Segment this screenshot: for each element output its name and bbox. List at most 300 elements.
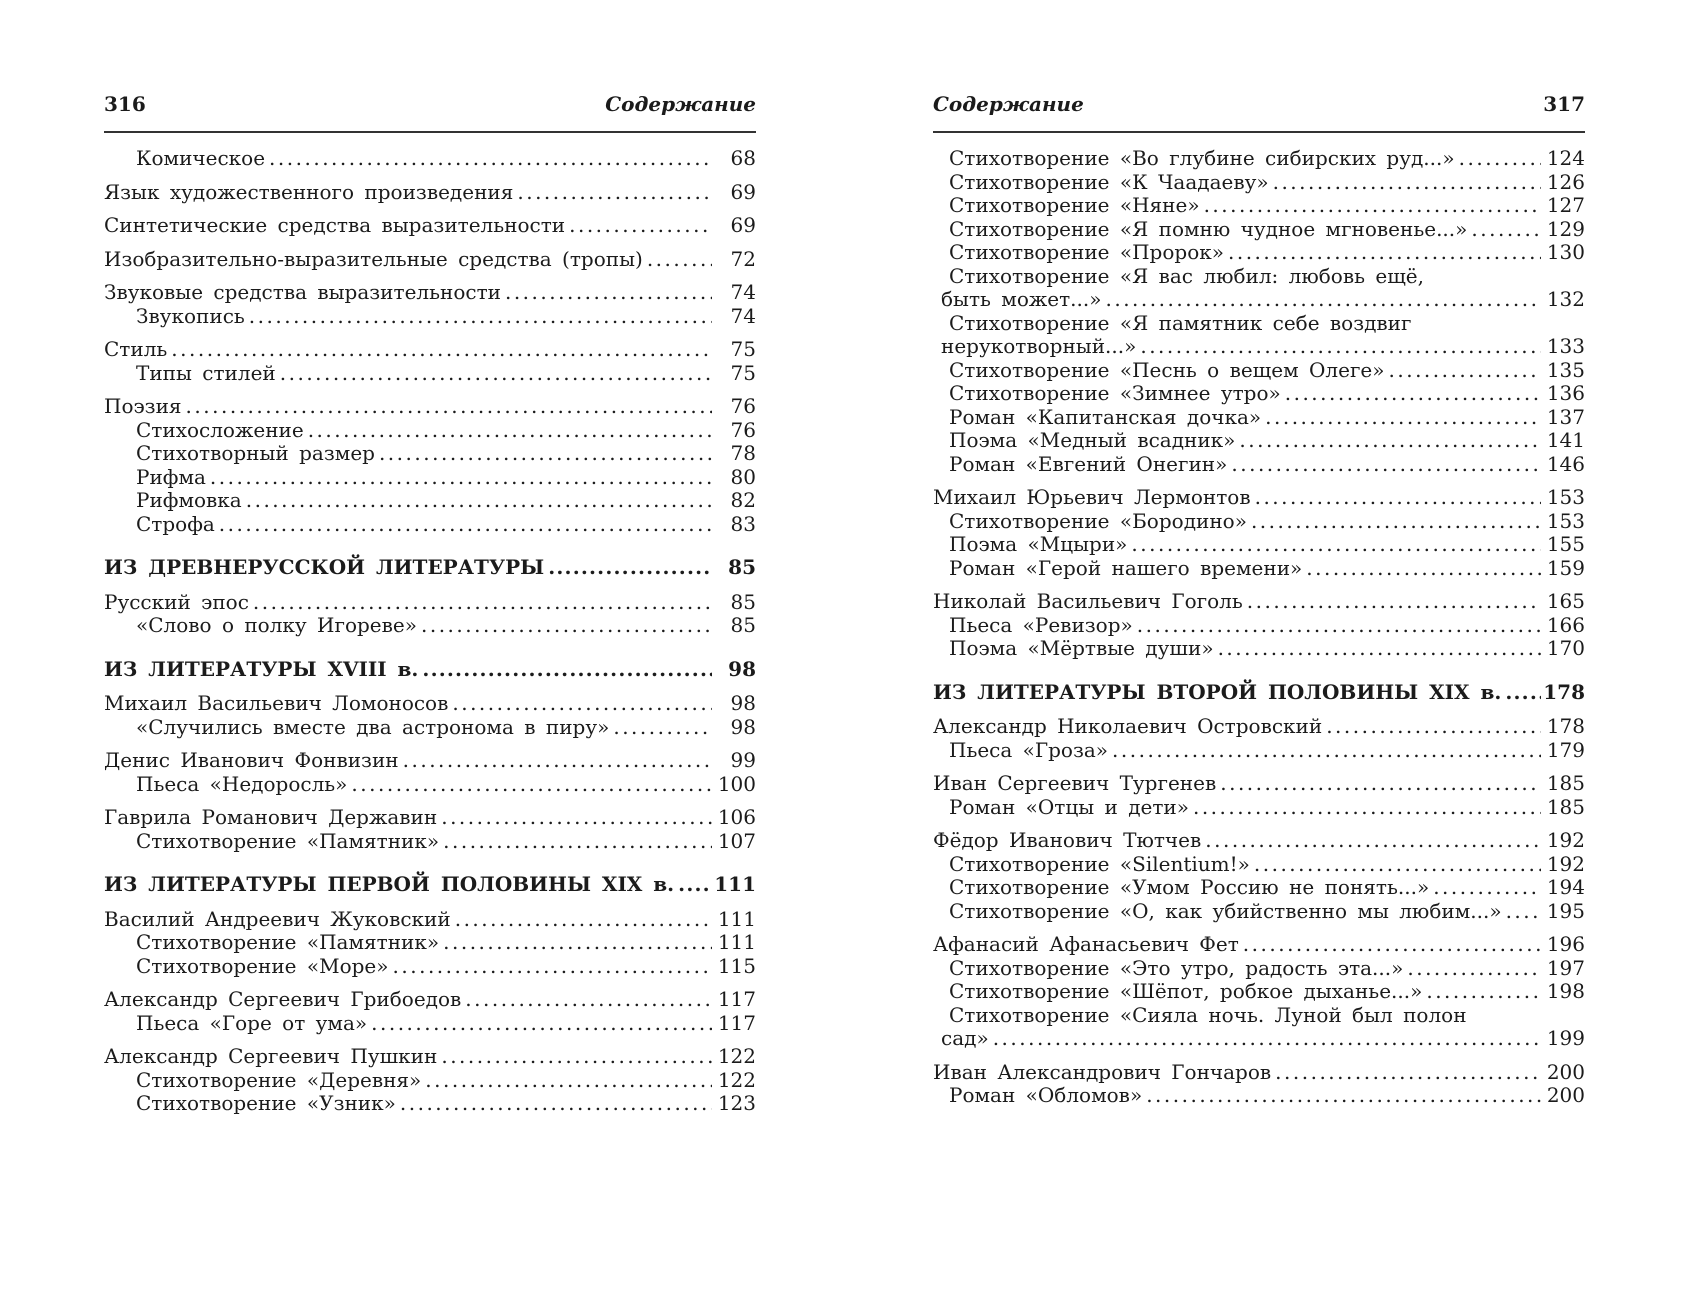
entry-title: Стихотворение «Я памятник себе воздвиг [949, 310, 1412, 335]
entry-title: Изобразительно-выразительные средства (тропы) [104, 246, 643, 271]
toc-group [104, 692, 756, 739]
dot-leader [421, 614, 712, 638]
dot-leader [455, 908, 712, 932]
toc-entry [104, 873, 756, 897]
toc-entry-line [104, 1092, 756, 1116]
entry-page-number: 69 [730, 179, 756, 204]
toc-entry-line [933, 614, 1585, 638]
header-rule [104, 131, 756, 133]
entry-page-number: 98 [728, 656, 756, 681]
entry-page-number: 98 [730, 691, 756, 715]
toc-entry-line [933, 1027, 1585, 1051]
dot-leader [249, 305, 712, 329]
entry-page-number: 200 [1546, 1059, 1585, 1084]
toc-entry-line [104, 305, 756, 329]
dot-leader [210, 466, 712, 490]
toc-group [104, 988, 756, 1035]
dot-leader [253, 591, 712, 615]
toc-entry-line [104, 489, 756, 513]
toc-entry-line [933, 557, 1585, 581]
toc-entry [933, 1084, 1585, 1108]
entry-page-number: 99 [730, 748, 756, 772]
toc-entry-line [933, 853, 1585, 877]
toc-entry-line [933, 382, 1585, 406]
toc-entry [933, 453, 1585, 477]
entry-title: Стихотворение «Море» [136, 953, 389, 978]
entry-page-number: 78 [730, 441, 756, 465]
toc-entry-line [933, 218, 1585, 242]
entry-title: Стихотворение «Песнь о вещем Олеге» [949, 357, 1385, 382]
entry-title: Денис Иванович Фонвизин [104, 748, 399, 772]
entry-page-number: 111 [714, 872, 756, 896]
toc-entry [104, 658, 756, 682]
toc-entry [933, 312, 1585, 359]
dot-leader [379, 442, 712, 466]
dot-leader [1146, 1084, 1541, 1108]
entry-page-number: 126 [1546, 169, 1585, 194]
entry-title: Стихотворение «О, как убийственно мы любим...» [949, 898, 1502, 923]
toc-group [104, 908, 756, 979]
entry-title: Николай Васильевич Гоголь [933, 589, 1243, 613]
dot-leader [441, 1045, 712, 1069]
toc-group [933, 772, 1585, 819]
entry-title: Иван Сергеевич Тургенев [933, 771, 1217, 795]
entry-title: Стихотворение «Я помню чудное мгновенье...» [949, 216, 1468, 241]
entry-page-number: 130 [1546, 240, 1585, 264]
entry-title: Стихотворный размер [136, 441, 375, 465]
entry-title: Стихотворение «Бородино» [949, 508, 1247, 533]
toc-entry [104, 466, 756, 490]
entry-title: Типы стилей [136, 360, 276, 385]
entry-page-number: 107 [717, 828, 756, 853]
entry-title: Поэзия [104, 394, 182, 418]
entry-page-number: 85 [728, 555, 756, 579]
header-rule [933, 131, 1585, 133]
toc-section-heading [104, 556, 756, 580]
entry-title: Стиль [104, 337, 168, 361]
dot-leader [569, 214, 712, 238]
entry-page-number: 200 [1546, 1083, 1585, 1107]
entry-page-number: 166 [1546, 612, 1585, 637]
entry-page-number: 75 [730, 337, 756, 361]
dot-leader [400, 1092, 712, 1116]
dot-leader [1505, 681, 1541, 705]
entry-page-number: 198 [1546, 979, 1585, 1003]
toc-entry-line [933, 1004, 1585, 1028]
entry-title: Стихотворение «Зимнее утро» [949, 381, 1281, 405]
entry-page-number: 82 [730, 488, 756, 512]
entry-title: Александр Николаевич Островский [933, 714, 1323, 738]
toc-entry [104, 908, 756, 932]
dot-leader [371, 1012, 712, 1036]
toc-entry [104, 181, 756, 205]
entry-page-number: 100 [717, 771, 756, 796]
entry-page-number: 83 [730, 511, 756, 536]
toc-entry [104, 988, 756, 1012]
toc-entry-line [933, 335, 1585, 359]
dot-leader [1204, 194, 1541, 218]
entry-page-number: 196 [1546, 932, 1585, 956]
dot-leader [1459, 147, 1541, 171]
dot-leader [186, 395, 712, 419]
entry-page-number: 74 [730, 303, 756, 328]
entry-page-number: 197 [1546, 955, 1585, 980]
entry-page-number: 135 [1546, 357, 1585, 382]
dot-leader [1228, 241, 1541, 265]
dot-leader [1255, 486, 1541, 510]
toc-entry [933, 359, 1585, 383]
entry-title: Михаил Юрьевич Лермонтов [933, 485, 1251, 509]
dot-leader [1137, 614, 1541, 638]
entry-page-number: 159 [1546, 555, 1585, 580]
toc-entry [104, 1045, 756, 1069]
dot-leader [269, 147, 712, 171]
entry-page-number: 74 [730, 280, 756, 304]
entry-title: Пьеса «Недоросль» [136, 771, 348, 796]
toc-entry [933, 1004, 1585, 1051]
toc-entry-line [933, 486, 1585, 510]
entry-title: Рифма [136, 464, 206, 489]
entry-page-number: 179 [1546, 737, 1585, 762]
toc-group [104, 806, 756, 853]
toc-entry [104, 1092, 756, 1116]
toc-entry-line [104, 395, 756, 419]
toc-entry [933, 265, 1585, 312]
toc-entry-line [933, 171, 1585, 195]
toc-entry [104, 513, 756, 537]
dot-leader [1506, 900, 1541, 924]
entry-page-number: 137 [1546, 404, 1585, 429]
toc-group [933, 486, 1585, 580]
toc-entry-line [933, 533, 1585, 557]
dot-leader [452, 692, 712, 716]
toc-entry [104, 305, 756, 329]
toc-entry [933, 900, 1585, 924]
toc-entry [104, 248, 756, 272]
entry-page-number: 124 [1546, 146, 1585, 170]
toc-entry [933, 590, 1585, 614]
entry-title: Стихотворение «Деревня» [136, 1067, 422, 1092]
entry-title: Роман «Капитанская дочка» [949, 404, 1262, 429]
dot-leader [1273, 171, 1541, 195]
entry-page-number: 68 [730, 146, 756, 170]
dot-leader [1389, 359, 1542, 383]
dot-leader [443, 931, 712, 955]
toc-entry [933, 1061, 1585, 1085]
dot-leader [219, 513, 712, 537]
entry-title: Звукопись [136, 303, 245, 328]
dot-leader [246, 489, 712, 513]
toc-entry-line [104, 1012, 756, 1036]
page-316 [104, 92, 756, 1126]
toc-entry-line [933, 406, 1585, 430]
entry-title: Михаил Васильевич Ломоносов [104, 691, 449, 715]
toc-entry-line [104, 658, 756, 682]
dot-leader [1407, 957, 1541, 981]
toc-entry-line [104, 955, 756, 979]
dot-leader [1140, 335, 1541, 359]
dot-leader [1254, 853, 1541, 877]
dot-leader [403, 749, 712, 773]
toc-group [104, 281, 756, 328]
toc-entry-line [933, 359, 1585, 383]
running-title: Содержание [605, 92, 756, 116]
dot-leader [647, 248, 712, 272]
dot-leader [441, 806, 712, 830]
toc-entry-line [104, 716, 756, 740]
dot-leader [1247, 590, 1541, 614]
dot-leader [993, 1027, 1541, 1051]
entry-title: Василий Андреевич Жуковский [104, 906, 451, 931]
entry-title: быть может...» [941, 287, 1102, 311]
toc-entry-line [104, 362, 756, 386]
toc-entry [104, 338, 756, 362]
toc-entry [933, 533, 1585, 557]
entry-title: Стихотворение «Няне» [949, 193, 1200, 217]
toc-group [104, 395, 756, 536]
toc-entry-line [104, 181, 756, 205]
dot-leader [443, 830, 712, 854]
toc-entry-line [104, 466, 756, 490]
dot-leader [351, 773, 712, 797]
entry-title: Гаврила Романович Державин [104, 805, 438, 829]
toc-entry-line [104, 1045, 756, 1069]
toc-entry-line [104, 513, 756, 537]
toc-entry-line [933, 739, 1585, 763]
entry-page-number: 76 [730, 394, 756, 418]
entry-page-number: 85 [730, 589, 756, 614]
toc-entry-line [104, 749, 756, 773]
toc-entry-line [104, 338, 756, 362]
toc-entry [104, 147, 756, 171]
entry-page-number: 153 [1546, 508, 1585, 533]
dot-leader [1105, 288, 1541, 312]
toc-entry [104, 773, 756, 797]
entry-title: Русский эпос [104, 589, 249, 614]
dot-leader [1251, 510, 1541, 534]
entry-title: Язык художественного произведения [104, 179, 514, 204]
toc-entry [933, 796, 1585, 820]
dot-leader [678, 873, 712, 897]
entry-page-number: 194 [1546, 875, 1585, 899]
entry-page-number: 72 [730, 246, 756, 271]
toc-entry [933, 637, 1585, 661]
dot-leader [1265, 406, 1541, 430]
toc-entry-line [104, 988, 756, 1012]
entry-title: ИЗ ДРЕВНЕРУССКОЙ ЛИТЕРАТУРЫ [104, 555, 545, 579]
dot-leader [1218, 637, 1541, 661]
toc-group [104, 1045, 756, 1116]
running-title: Содержание [933, 92, 1084, 116]
toc-entry-line [104, 773, 756, 797]
dot-leader [1433, 876, 1541, 900]
toc-entry-line [933, 265, 1585, 289]
toc-group [104, 338, 756, 385]
toc-entry-line [104, 281, 756, 305]
toc-entry-line [933, 772, 1585, 796]
entry-page-number: 133 [1546, 334, 1585, 358]
page-header [104, 92, 756, 131]
toc-entry [104, 614, 756, 638]
toc-group [104, 181, 756, 205]
toc-entry [933, 876, 1585, 900]
entry-page-number: 80 [730, 464, 756, 489]
entry-page-number: 185 [1546, 794, 1585, 819]
entry-title: Строфа [136, 511, 215, 536]
toc-entry [933, 486, 1585, 510]
toc-group [104, 214, 756, 238]
toc-entry [104, 692, 756, 716]
toc-group [933, 933, 1585, 1051]
toc-group [104, 147, 756, 171]
dot-leader [1306, 557, 1541, 581]
dot-leader [613, 716, 712, 740]
toc-entry [933, 772, 1585, 796]
toc-entry [933, 218, 1585, 242]
entry-title: Стихотворение «Узник» [136, 1091, 396, 1115]
toc-entry [104, 489, 756, 513]
toc-group [104, 749, 756, 796]
entry-title: Синтетические средства выразительности [104, 213, 566, 237]
dot-leader [517, 181, 712, 205]
toc-entry [104, 1012, 756, 1036]
toc-group [104, 591, 756, 638]
toc-entry [104, 955, 756, 979]
entry-title: Иван Александрович Гончаров [933, 1059, 1272, 1084]
toc-entry [933, 614, 1585, 638]
entry-title: Пьеса «Ревизор» [949, 612, 1133, 637]
entry-title: Стихосложение [136, 417, 304, 442]
dot-leader [425, 1069, 712, 1093]
entry-title: Афанасий Афанасьевич Фет [933, 932, 1239, 956]
toc-entry [933, 382, 1585, 406]
toc-entry [104, 1069, 756, 1093]
dot-leader [1426, 980, 1541, 1004]
toc-entry [933, 171, 1585, 195]
toc-entry-line [933, 980, 1585, 1004]
toc-group [933, 829, 1585, 923]
toc-entry-line [933, 241, 1585, 265]
toc-group [933, 590, 1585, 661]
entry-page-number: 132 [1546, 287, 1585, 311]
dot-leader [308, 419, 712, 443]
toc-entry [933, 980, 1585, 1004]
toc-group [933, 147, 1585, 476]
toc-entry-line [104, 806, 756, 830]
toc-entry-line [933, 147, 1585, 171]
entry-page-number: 85 [730, 613, 756, 637]
entry-page-number: 76 [730, 417, 756, 442]
entry-title: Комическое [136, 146, 266, 170]
entry-title: ИЗ ЛИТЕРАТУРЫ XVIII в. [104, 656, 419, 681]
toc-entry [104, 830, 756, 854]
toc-entry-line [933, 288, 1585, 312]
toc-entry [933, 241, 1585, 265]
entry-page-number: 111 [717, 930, 756, 954]
toc-entry [104, 716, 756, 740]
page-317 [933, 92, 1585, 1118]
dot-leader [1239, 429, 1541, 453]
toc-entry-line [104, 908, 756, 932]
dot-leader [1275, 1061, 1541, 1085]
toc-entry [104, 556, 756, 580]
toc-entry [104, 591, 756, 615]
toc-entry-line [933, 429, 1585, 453]
toc-entry-line [933, 1084, 1585, 1108]
dot-leader [505, 281, 712, 305]
toc-entry [933, 957, 1585, 981]
dot-leader [1193, 796, 1541, 820]
toc-entry-line [104, 214, 756, 238]
entry-title: Стихотворение «Сияла ночь. Луной был полон [949, 1002, 1467, 1027]
toc-entry-line [933, 637, 1585, 661]
toc-entry [933, 147, 1585, 171]
dot-leader [1112, 739, 1541, 763]
toc-entry-line [104, 248, 756, 272]
entry-page-number: 117 [717, 987, 756, 1011]
entry-title: Стихотворение «Это утро, радость эта...» [949, 955, 1404, 980]
toc-entry-line [933, 590, 1585, 614]
entry-title: Стихотворение «Умом Россию не понять...» [949, 875, 1430, 899]
entry-page-number: 155 [1546, 532, 1585, 556]
entry-page-number: 192 [1546, 828, 1585, 852]
dot-leader [280, 362, 712, 386]
entry-page-number: 199 [1546, 1026, 1585, 1050]
toc-entry-line [104, 591, 756, 615]
page-header [933, 92, 1585, 131]
toc-entry [104, 806, 756, 830]
dot-leader [1285, 382, 1541, 406]
toc-entry-line [104, 692, 756, 716]
toc-entry [933, 829, 1585, 853]
entry-title: Поэма «Мцыри» [949, 532, 1128, 556]
toc-entry [104, 214, 756, 238]
toc-entry [104, 281, 756, 305]
entry-title: Стихотворение «К Чаадаеву» [949, 169, 1269, 194]
entry-page-number: 106 [717, 805, 756, 829]
toc-entry-line [933, 194, 1585, 218]
entry-title: Пьеса «Гроза» [949, 737, 1109, 762]
toc-entry-line [104, 931, 756, 955]
dot-leader [1471, 218, 1541, 242]
toc-entry [933, 853, 1585, 877]
entry-page-number: 141 [1546, 428, 1585, 452]
entry-title: ИЗ ЛИТЕРАТУРЫ ПЕРВОЙ ПОЛОВИНЫ XIX в. [104, 872, 675, 896]
entry-page-number: 122 [717, 1067, 756, 1092]
entry-page-number: 153 [1546, 485, 1585, 509]
dot-leader [1231, 453, 1541, 477]
entry-title: сад» [941, 1026, 989, 1050]
page-number: 317 [1543, 92, 1585, 116]
entry-page-number: 170 [1546, 636, 1585, 660]
entry-page-number: 111 [717, 906, 756, 931]
toc-section-heading [104, 658, 756, 682]
toc-group [933, 1061, 1585, 1108]
toc-entry [104, 419, 756, 443]
toc-entry-line [104, 442, 756, 466]
toc-entry-line [933, 900, 1585, 924]
dot-leader [171, 338, 712, 362]
entry-title: «Слово о полку Игореве» [136, 613, 417, 637]
entry-title: Стихотворение «Silentium!» [949, 851, 1250, 876]
toc-entry-line [933, 681, 1585, 705]
toc-entry-line [104, 419, 756, 443]
toc-entry [933, 739, 1585, 763]
entry-page-number: 123 [717, 1091, 756, 1115]
toc-entry [104, 442, 756, 466]
toc-entry-line [933, 796, 1585, 820]
toc-group [104, 248, 756, 272]
